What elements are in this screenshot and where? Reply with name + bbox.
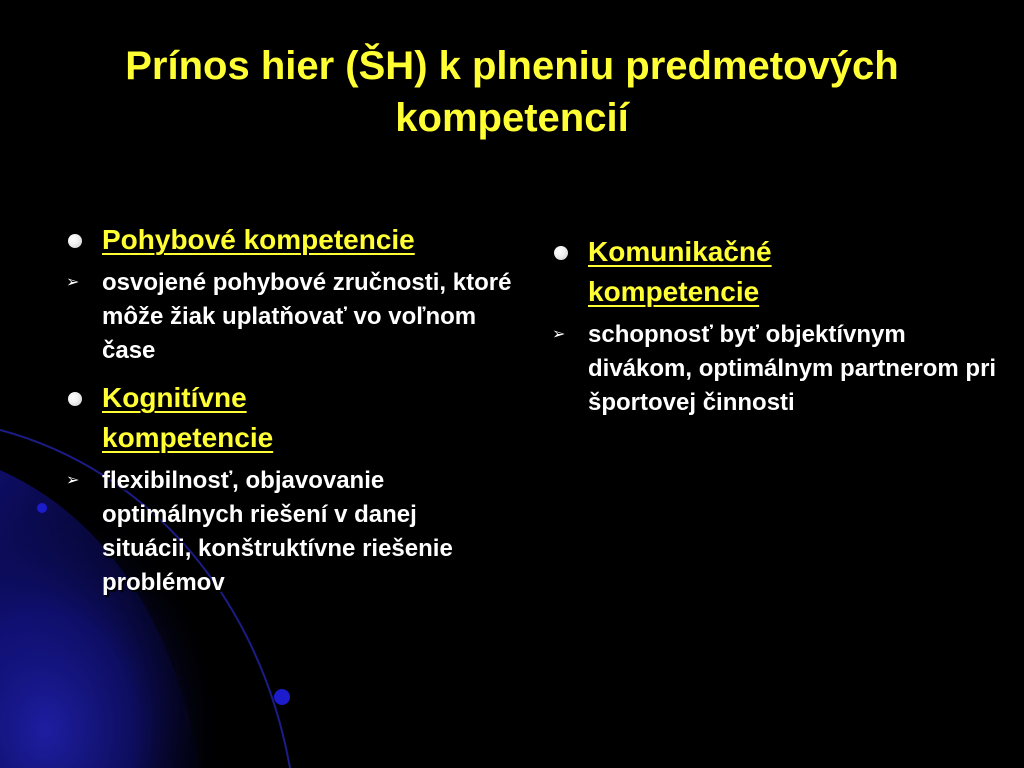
desc-pohybove: osvojené pohybové zručnosti, ktoré môže žiak uplatňovať vo voľnom čase bbox=[102, 269, 512, 364]
sub-item-pohybove bbox=[62, 266, 512, 368]
desc-kognitivne: flexibilnosť, objavovanie optimálnych riešení v danej situácii, konštruktívne riešenie problémov bbox=[102, 467, 453, 596]
left-column bbox=[62, 220, 512, 610]
heading-pohybove: Pohybové kompetencie bbox=[102, 224, 415, 255]
heading-komunikacne: Komunikačné kompetencie bbox=[588, 236, 772, 307]
slide-title: Prínos hier (ŠH) k plneniu predmetových kompetencií bbox=[125, 44, 899, 140]
bullet-item-kognitivne bbox=[62, 378, 512, 458]
disc-bullet-icon bbox=[68, 234, 82, 248]
arrow-bullet-icon: ➢ bbox=[66, 472, 80, 489]
heading-kognitivne: Kognitívne kompetencie bbox=[102, 382, 274, 453]
sub-item-komunikacne bbox=[548, 318, 998, 420]
arrow-bullet-icon: ➢ bbox=[66, 274, 80, 291]
arrow-bullet-icon: ➢ bbox=[552, 326, 566, 343]
sub-item-kognitivne bbox=[62, 464, 512, 600]
bullet-item-komunikacne bbox=[548, 232, 998, 312]
swirl-dot-top bbox=[37, 503, 47, 513]
bullet-item-pohybove bbox=[62, 220, 512, 260]
disc-bullet-icon bbox=[68, 392, 82, 406]
swirl-dot-bottom bbox=[274, 689, 290, 705]
disc-bullet-icon bbox=[554, 246, 568, 260]
desc-komunikacne: schopnosť byť objektívnym divákom, optimálnym partnerom pri športovej činnosti bbox=[588, 321, 997, 416]
right-column bbox=[548, 232, 998, 430]
